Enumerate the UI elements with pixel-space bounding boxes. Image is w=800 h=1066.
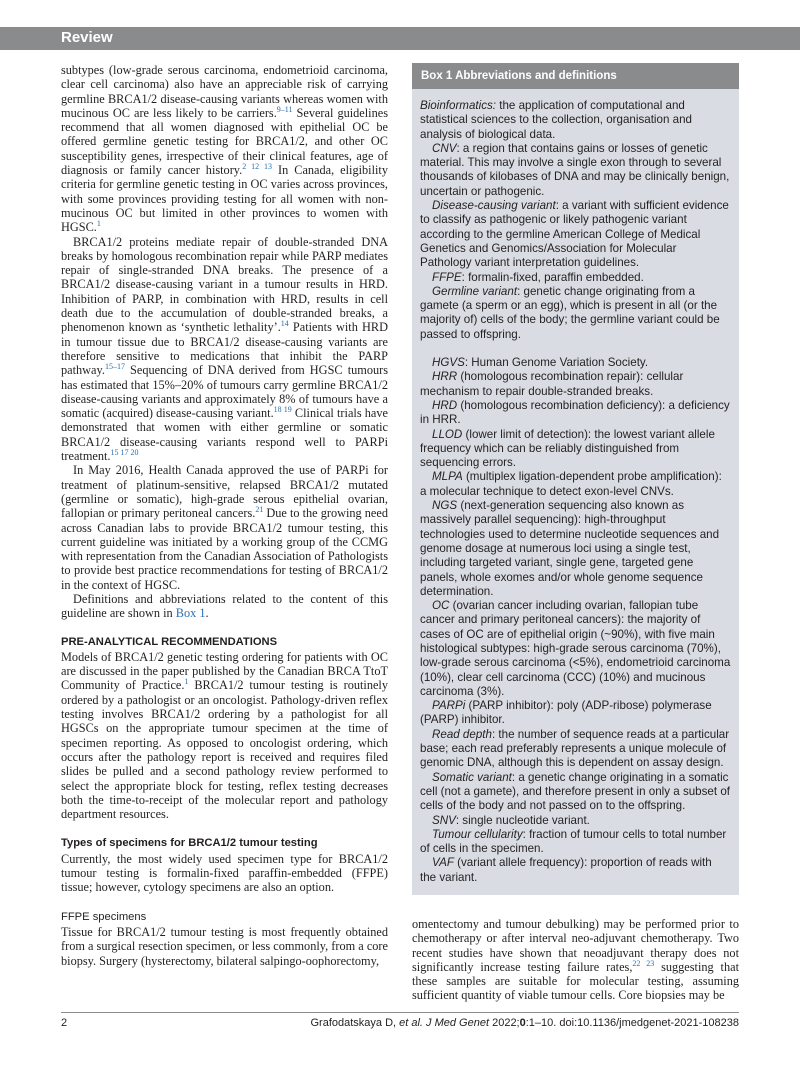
section-label: Review — [61, 29, 113, 46]
paragraph: subtypes (low-grade serous carcinoma, endometrioid carcinoma, clear cell carcinoma) also have an appreciable risk of carrying germline BRCA1/2 disease-causing variants whereas women with mucinous OC are less likely to be carriers.$^{9-11}$ Several guidelines recommend that all women diagnosed with epithelial OC be offered germline genetic testing for BRCA1/2, and other OC susceptibility genes, irrespective of their clinical features, age of diagnosis or family cancer history.$^{2 12 13}$ In Canada, eligibility criteria for germline genetic testing in OC varies across provinces, with some provinces providing testing for all women with non-mucinous OC but limited in other provinces to women with HGSC.$^1$ — [61, 63, 388, 235]
citation-link[interactable]: 22 23 — [632, 958, 655, 968]
citation-link[interactable]: 15–17 — [104, 362, 125, 372]
footer-citation: Grafodatskaya D, et al. J Med Genet 2022;0:1–10. doi:10.1136/jmedgenet-2021-108238 — [310, 1017, 739, 1029]
paragraph: Models of BRCA1/2 genetic testing ordering for patients with OC are discussed in the paper published by the Canadian BRCA TtoT Community of Practice.$^1$ BRCA1/2 tumour testing is routinely ordered by a pathologist or an oncologist. Pathology-driven reflex testing involves BRCA1/2 ordering by a pathologist for all HGSCs on the appropriate tumour specimen at the time of specimen reporting. As opposed to oncologist ordering, which occurs after the pathology report is received and requires filed slides be pulled and a second pathology review performed to select the appropriate block for testing, reflex testing decreases both the time-to-receipt of the molecular report and pathology department resources. — [61, 649, 388, 822]
section-heading: PRE-ANALYTICAL RECOMMENDATIONS — [61, 635, 278, 648]
citation-link[interactable]: 21 — [255, 505, 264, 515]
definition-entry: Disease-causing variant: a variant with sufficient evidence to classify as pathogenic or likely pathogenic variant according to the germline American College of Medical Genetics and Genomics/Association for Molecular Pathology variant interpretation guidelines. — [420, 199, 729, 270]
citation-link[interactable]: 1 — [96, 219, 101, 229]
definition-entry: MLPA (multiplex ligation-dependent probe amplification): a molecular technique to detect exon-level CNVs. — [420, 470, 722, 498]
paragraph: omentectomy and tumour debulking) may be performed prior to chemotherapy or after interval neo-adjuvant chemotherapy. Two recent studies have shown that neoadjuvant therapy does not significantly increase testing failure rates,$^{22 23}$ suggesting that these samples are suitable for molecular testing, assuming sufficient quantity of viable tumour cells. Core biopsies may be — [412, 917, 739, 1003]
definition-entry: Germline variant: genetic change originating from a gamete (a sperm or an egg), which is present in all (or the majority of) cells of the body; the germline variant could be passed to offspring. — [420, 284, 720, 341]
citation-link[interactable]: 18 19 — [273, 405, 292, 415]
paragraph: In May 2016, Health Canada approved the use of PARPi for treatment of platinum-sensitive, relapsed BRCA1/2 mutated (germline or somatic), high-grade serous epithelial ovarian, fallopian or primary peritoneal cancers.$^{21}$ Due to the growing need across Canadian labs to provide BRCA1/2 tumour testing, this current guideline was initiated by a working group of the CCMG with representation from the Canadian Association of Pathologists to provide best practice recommendations for testing of BRCA1/2 in the context of HGSC. — [61, 463, 388, 592]
subsubsection-heading: FFPE specimens — [61, 910, 147, 923]
box-title: Box 1 Abbreviations and definitions — [412, 63, 739, 89]
definition-entry: SNV: single nucleotide variant. — [432, 813, 590, 827]
definition-entry: PARPi (PARP inhibitor): poly (ADP-ribose) polymerase (PARP) inhibitor. — [420, 699, 712, 727]
paragraph: Currently, the most widely used specimen type for BRCA1/2 tumour testing is formalin-fixed paraffin-embedded (FFPE) tissue; however, cytology specimens are also an option. — [61, 851, 388, 895]
section-banner — [0, 27, 800, 50]
citation-link[interactable]: 2 12 13 — [242, 161, 273, 171]
box-link[interactable]: Box 1 — [175, 606, 206, 621]
definition-entry: Somatic variant: a genetic change originating in a somatic cell (not a gamete), and therefore present in only a subset of cells of the body and not passed on to the offspring. — [420, 770, 730, 813]
paragraph: BRCA1/2 proteins mediate repair of double-stranded DNA breaks by homologous recombination repair while PARP mediates repair of single-stranded DNA breaks. The presence of a BRCA1/2 disease-causing variant in a tumour results in HRD. Inhibition of PARP, in combination with HRD, results in cell death due to the accumulation of double-stranded breaks, a phenomenon known as ‘synthetic lethality’.$^{14}$ Patients with HRD in tumour tissue due to BRCA1/2 disease-causing variants are therefore sensitive to medications that inhibit the PARP pathway.$^{15-17}$ Sequencing of DNA derived from HGSC tumours has estimated that 15%–20% of tumours carry germline BRCA1/2 disease-causing variants and approximately 8% of tumours have a somatic (acquired) disease-causing variant.$^{18 19}$ Clinical trials have demonstrated that women with either germline or somatic BRCA1/2 disease-causing variants respond well to PARPi treatment.$^{15 17 20}$ — [61, 234, 388, 464]
left-column — [61, 63, 388, 968]
definition-entry: Tumour cellularity: fraction of tumour cells to total number of cells in the specimen. — [420, 827, 727, 856]
paragraph: Definitions and abbreviations related to the content of this guideline are shown in Box 1. — [61, 591, 388, 621]
definition-entry: Bioinformatics: the application of computational and statistical sciences to the collection, organisation and analysis of biological data. — [420, 99, 692, 141]
paragraph: Tissue for BRCA1/2 tumour testing is most frequently obtained from a surgical resection specimen, or less commonly, from a core biopsy. Surgery (hysterectomy, bilateral salpingo-oophorectomy, — [61, 924, 388, 968]
citation-link[interactable]: 14 — [280, 319, 289, 329]
box-body — [412, 89, 739, 885]
citation-link[interactable]: 1 — [184, 677, 189, 687]
definition-entry: NGS (next-generation sequencing also known as massively parallel sequencing): high-throughput technologies used to determine nucleotide sequences and genome dosage at numerous loci using a single test, including targeted variant, single gene, targeted gene panels, whole exomes and/or whole genome sequence determination. — [420, 499, 720, 598]
subsection-heading: Types of specimens for BRCA1/2 tumour testing — [61, 837, 318, 850]
right-column — [412, 917, 739, 1003]
definition-entry: FFPE: formalin-fixed, paraffin embedded. — [432, 270, 644, 284]
abbreviations-box — [412, 63, 739, 895]
definition-entry: HGVS: Human Genome Variation Society. — [432, 356, 649, 370]
definition-entry: CNV: a region that contains gains or losses of genetic material. This may involve a single exon through to several thousands of kilobases of DNA and may be clinically benign, uncertain or pathogenic. — [420, 141, 730, 198]
definition-entry: VAF (variant allele frequency): proportion of reads with the variant. — [420, 856, 712, 884]
citation-link[interactable]: 9–11 — [276, 104, 293, 114]
page-number: 2 — [61, 1017, 68, 1029]
definition-entry: HRD (homologous recombination deficiency): a deficiency in HRR. — [420, 398, 730, 427]
citation-link[interactable]: 15 17 20 — [110, 447, 139, 457]
definition-entry: HRR (homologous recombination repair): cellular mechanism to repair double-stranded breaks. — [420, 370, 684, 398]
footer-rule — [61, 1012, 739, 1013]
definition-entry: LLOD (lower limit of detection): the lowest variant allele frequency which can be reliably distinguished from sequencing errors. — [420, 427, 715, 470]
definition-entry: Read depth: the number of sequence reads at a particular base; each read preferably represents a unique molecule of genomic DNA, although this is dependent on assay design. — [420, 727, 730, 770]
definition-entry: OC (ovarian cancer including ovarian, fallopian tube cancer and primary peritoneal cancers): the majority of cases of OC are of epithelial origin (~90%), with five main histological subtypes: high-grade serous carcinoma (70%), low-grade serous carcinoma (<5%), endometrioid carcinoma (10%), clear cell carcinoma (CCC) (10%) and mucinous carcinoma (3%). — [420, 599, 731, 698]
